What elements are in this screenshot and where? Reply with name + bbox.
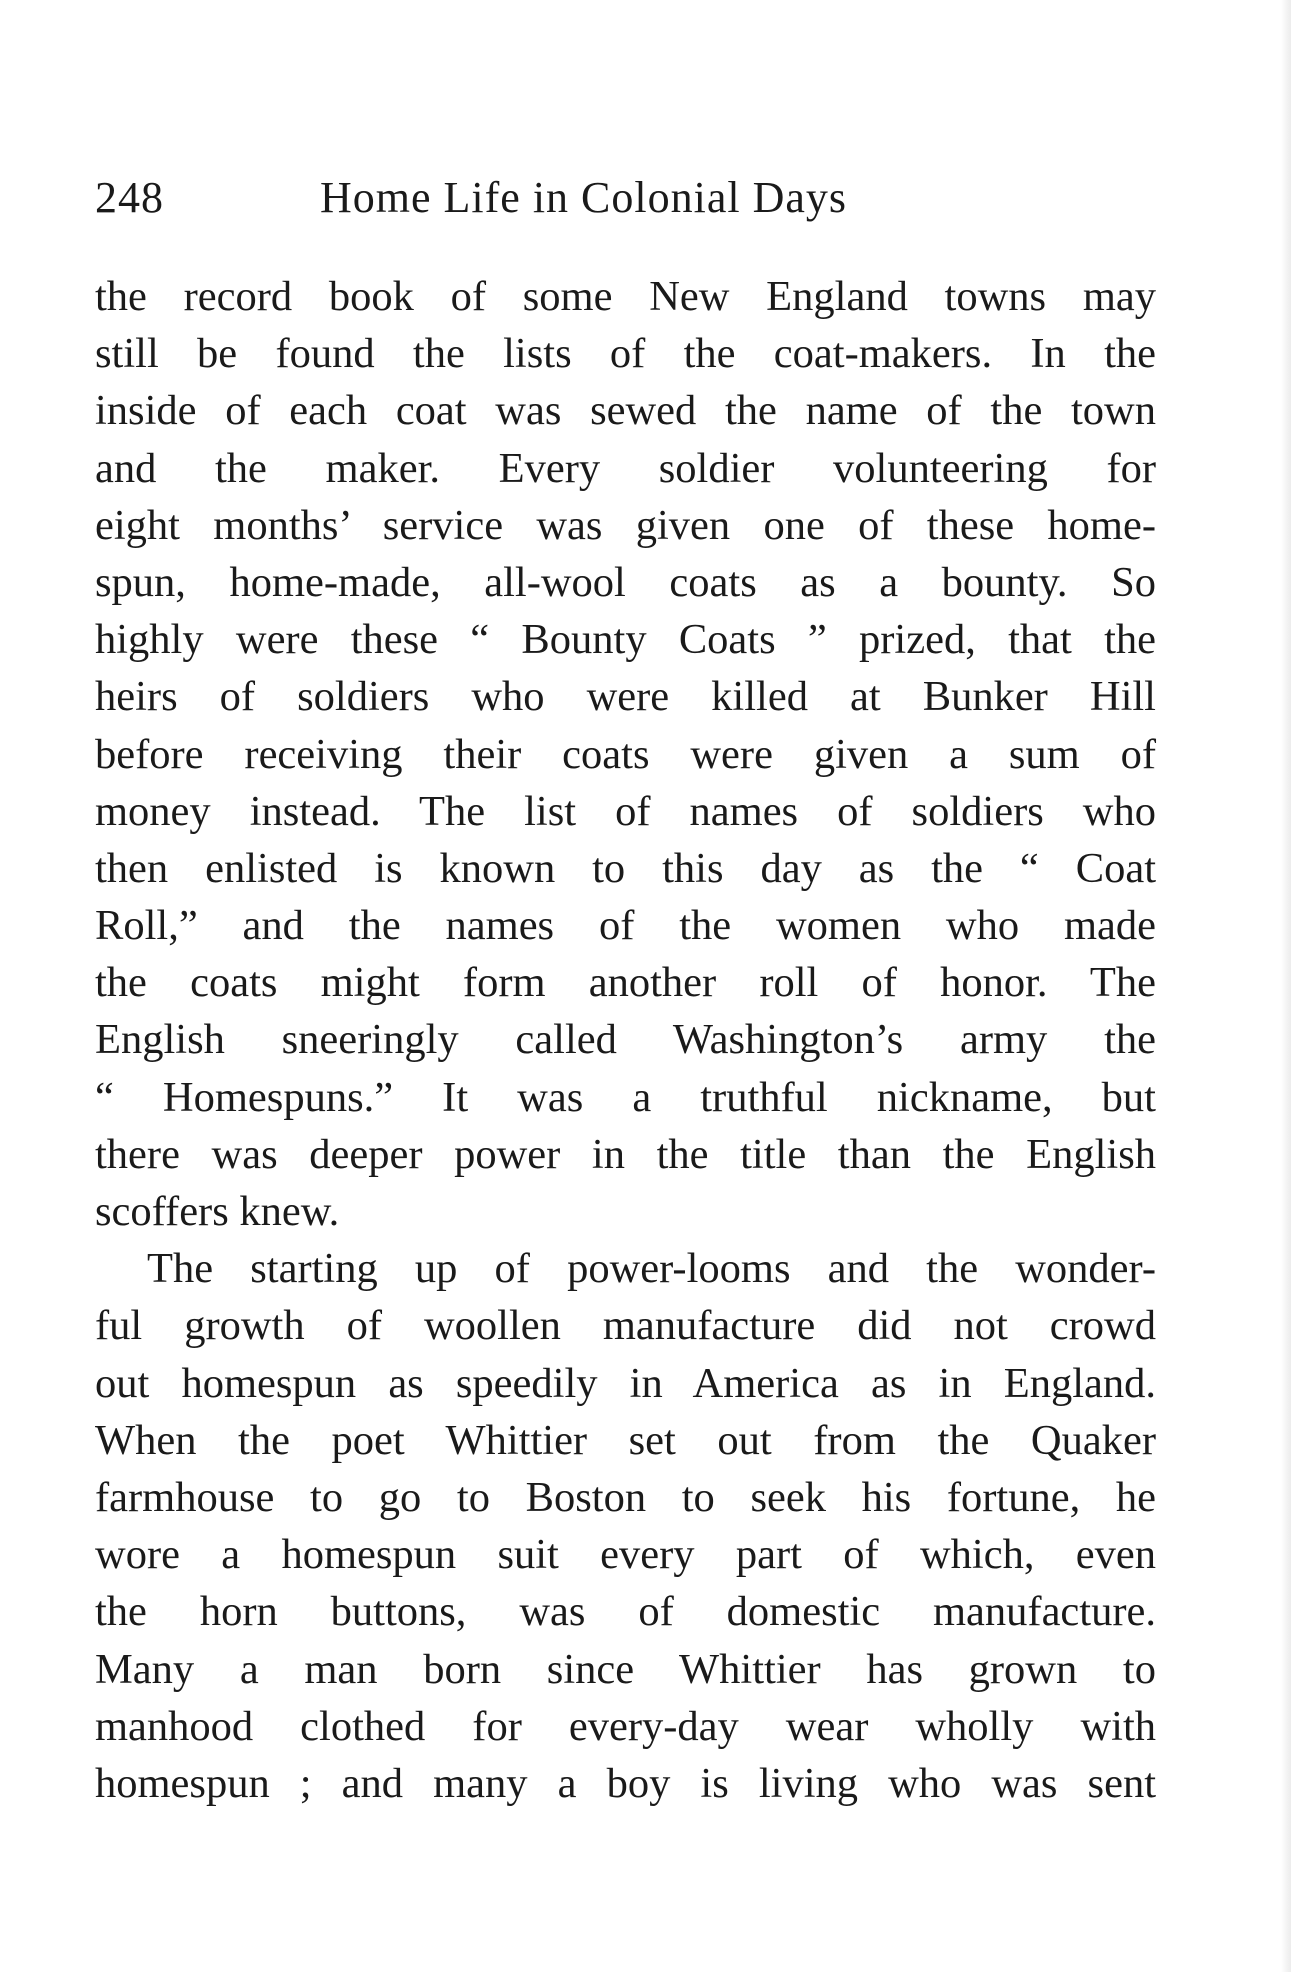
page-header <box>95 172 1155 232</box>
text-line: out homespun as speedily in America as in England. <box>95 1359 1156 1407</box>
body-text <box>95 268 1156 1812</box>
page-number: 248 <box>95 173 164 222</box>
text-line: and the maker. Every soldier volunteering for <box>95 444 1156 492</box>
text-line: ful growth of woollen manufacture did not crowd <box>95 1302 1156 1350</box>
text-line: English sneeringly called Washington’s army the <box>95 1016 1156 1064</box>
text-line: farmhouse to go to Boston to seek his fortune, he <box>95 1473 1156 1521</box>
text-line: Roll,” and the names of the women who made <box>95 902 1156 950</box>
text-line: The starting up of power-looms and the wonder- <box>147 1245 1156 1293</box>
text-line: there was deeper power in the title than the English <box>95 1130 1156 1178</box>
text-line: the horn buttons, was of domestic manufacture. <box>95 1588 1156 1636</box>
text-line: scoffers knew. <box>95 1188 340 1235</box>
text-line: the record book of some New England towns may <box>95 273 1156 320</box>
text-line: “ Homespuns.” It was a truthful nickname, but <box>95 1073 1156 1121</box>
text-line: money instead. The list of names of soldiers who <box>95 787 1156 835</box>
text-line: When the poet Whittier set out from the Quaker <box>95 1416 1156 1464</box>
text-line: wore a homespun suit every part of which, even <box>95 1531 1156 1579</box>
text-line: inside of each coat was sewed the name of the town <box>95 387 1156 435</box>
text-line: Many a man born since Whittier has grown to <box>95 1645 1156 1693</box>
text-line: the coats might form another roll of honor. The <box>95 959 1156 1007</box>
text-line: then enlisted is known to this day as the “ Coat <box>95 844 1156 892</box>
text-line: before receiving their coats were given a sum of <box>95 730 1156 778</box>
text-line: homespun ; and many a boy is living who was sent <box>95 1759 1156 1807</box>
running-title: Home Life in Colonial Days <box>320 173 848 222</box>
text-line: manhood clothed for every-day wear wholly with <box>95 1702 1156 1750</box>
text-line: heirs of soldiers who were killed at Bunker Hill <box>95 673 1156 721</box>
text-line: eight months’ service was given one of these home- <box>95 501 1156 549</box>
text-line: highly were these “ Bounty Coats ” prized, that the <box>95 616 1156 664</box>
text-line: still be found the lists of the coat-makers. In the <box>95 330 1156 378</box>
scan-edge-shadow <box>1281 0 1291 1972</box>
text-line: spun, home-made, all-wool coats as a bounty. So <box>95 558 1156 606</box>
